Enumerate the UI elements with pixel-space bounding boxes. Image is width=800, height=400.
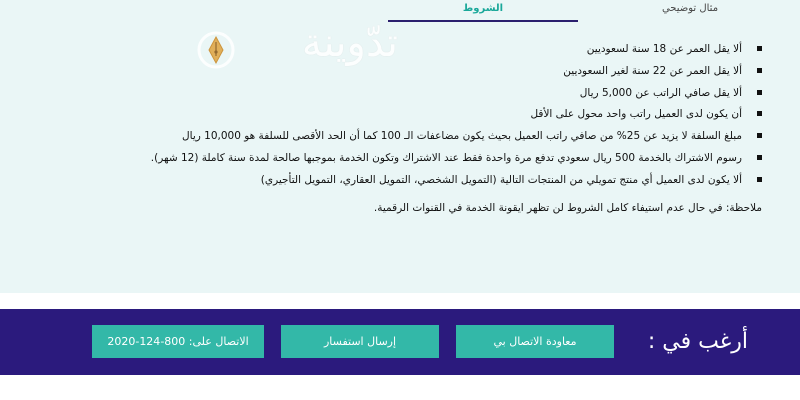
conditions-list xyxy=(42,40,762,193)
tab-terms[interactable]: الشروط xyxy=(388,0,578,22)
condition-item: ألا يقل العمر عن 22 سنة لغير السعوديين xyxy=(42,62,762,84)
cta-title: أرغب في : xyxy=(647,329,748,354)
condition-item: ألا يقل العمر عن 18 سنة لسعوديين xyxy=(42,40,762,62)
page-footer-area xyxy=(0,375,800,400)
condition-item: ألا يقل صافي الراتب عن 5,000 ريال xyxy=(42,84,762,106)
condition-item: رسوم الاشتراك بالخدمة 500 ريال سعودي تدفع مرة واحدة فقط عند الاشتراك وتكون الخدمة بموجبها صالحة لمدة سنة كاملة (12 شهر). xyxy=(42,149,762,171)
note-text: ملاحظة: في حال عدم استيفاء كامل الشروط لن تظهر ايقونة الخدمة في القنوات الرقمية. xyxy=(373,202,762,214)
call-number-button[interactable]: الاتصال على: 800-124-2020 xyxy=(92,325,264,358)
callback-button[interactable]: معاودة الاتصال بي xyxy=(456,325,614,358)
condition-item: ألا يكون لدى العميل أي منتج تمويلي من المنتجات التالية (التمويل الشخصي، التمويل العقاري، التمويل التأجيري) xyxy=(42,171,762,193)
cta-bar xyxy=(0,309,800,375)
condition-item: مبلغ السلفة لا يزيد عن 25% من صافي راتب العميل بحيث يكون مضاعفات الـ 100 كما أن الحد الأقصى للسلفة هو 10,000 ريال xyxy=(42,127,762,149)
condition-item: أن يكون لدى العميل راتب واحد محول على الأقل xyxy=(42,105,762,127)
tab-bar xyxy=(0,0,800,22)
send-inquiry-button[interactable]: إرسال استفسار xyxy=(281,325,439,358)
watermark-text: تدّوينة xyxy=(301,20,398,66)
tab-example[interactable]: مثال توضيحي xyxy=(661,3,719,14)
